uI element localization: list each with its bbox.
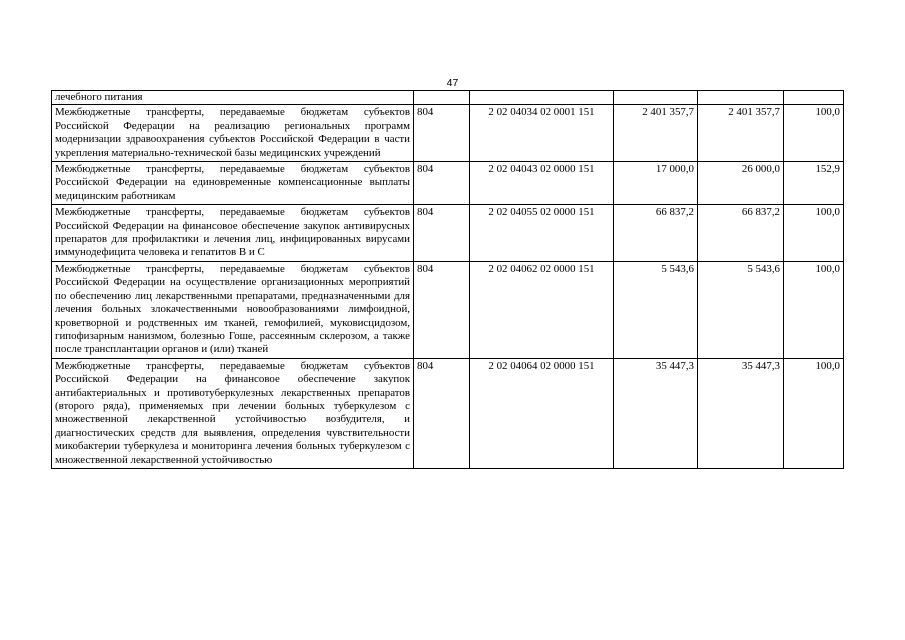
row-admin-code: 804 [414,358,470,468]
row-description: Межбюджетные трансферты, передаваемые бюджетам субъектов Российской Федерации на финансовое обеспечение закупок антибактериальных и противотуберкулезных лекарственных препаратов (второго ряда), применяемых при лечении больных туберкулезом с множественной лекарственной устойчивостью возбудителя, и диагностических средств для выявления, определения чувствительности микобактерии туберкулеза и мониторинга лечения больных туберкулезом с множественной лекарственной устойчивостью [52,358,414,468]
row-plan-value [614,91,698,105]
row-plan-value: 5 543,6 [614,261,698,358]
table-row [52,205,844,262]
row-plan-value: 66 837,2 [614,205,698,262]
row-fact-value [698,91,784,105]
row-percent: 100,0 [784,105,844,162]
row-fact-value: 66 837,2 [698,205,784,262]
row-percent: 100,0 [784,358,844,468]
row-percent [784,91,844,105]
table-row [52,261,844,358]
row-admin-code: 804 [414,105,470,162]
row-description: Межбюджетные трансферты, передаваемые бюджетам субъектов Российской Федерации на финансовое обеспечение закупок антивирусных препаратов для профилактики и лечения лиц, инфицированных вирусами иммунодефицита человека и гепатитов B и C [52,205,414,262]
row-percent: 152,9 [784,162,844,205]
row-budget-code: 2 02 04043 02 0000 151 [470,162,614,205]
row-fact-value: 5 543,6 [698,261,784,358]
row-admin-code: 804 [414,261,470,358]
row-budget-code: 2 02 04034 02 0001 151 [470,105,614,162]
row-percent: 100,0 [784,205,844,262]
row-description: Межбюджетные трансферты, передаваемые бюджетам субъектов Российской Федерации на осуществление организационных мероприятий по обеспечению лиц лекарственными препаратами, предназначенными для лечения больных злокачественными новообразованиями лимфоидной, кроветворной и родственных им тканей, гемофилией, муковисцидозом, гипофизарным нанизмом, болезнью Гоше, рассеянным склерозом, а также после трансплантации органов и (или) тканей [52,261,414,358]
row-percent: 100,0 [784,261,844,358]
row-plan-value: 17 000,0 [614,162,698,205]
row-plan-value: 35 447,3 [614,358,698,468]
row-budget-code: 2 02 04062 02 0000 151 [470,261,614,358]
row-plan-value: 2 401 357,7 [614,105,698,162]
row-budget-code: 2 02 04064 02 0000 151 [470,358,614,468]
row-admin-code [414,91,470,105]
budget-table [51,90,844,469]
row-description: Межбюджетные трансферты, передаваемые бюджетам субъектов Российской Федерации на реализацию региональных программ модернизации здравоохранения субъектов Российской Федерации в части укрепления материально-технической базы медицинских учреждений [52,105,414,162]
table-row [52,358,844,468]
row-fact-value: 26 000,0 [698,162,784,205]
row-description: Межбюджетные трансферты, передаваемые бюджетам субъектов Российской Федерации на единовременные компенсационные выплаты медицинским работникам [52,162,414,205]
table-row [52,105,844,162]
row-description: лечебного питания [52,91,414,105]
row-admin-code: 804 [414,162,470,205]
row-budget-code: 2 02 04055 02 0000 151 [470,205,614,262]
row-budget-code [470,91,614,105]
row-fact-value: 35 447,3 [698,358,784,468]
table-row [52,162,844,205]
row-admin-code: 804 [414,205,470,262]
page-number: 47 [446,77,459,89]
row-fact-value: 2 401 357,7 [698,105,784,162]
table-row [52,91,844,105]
